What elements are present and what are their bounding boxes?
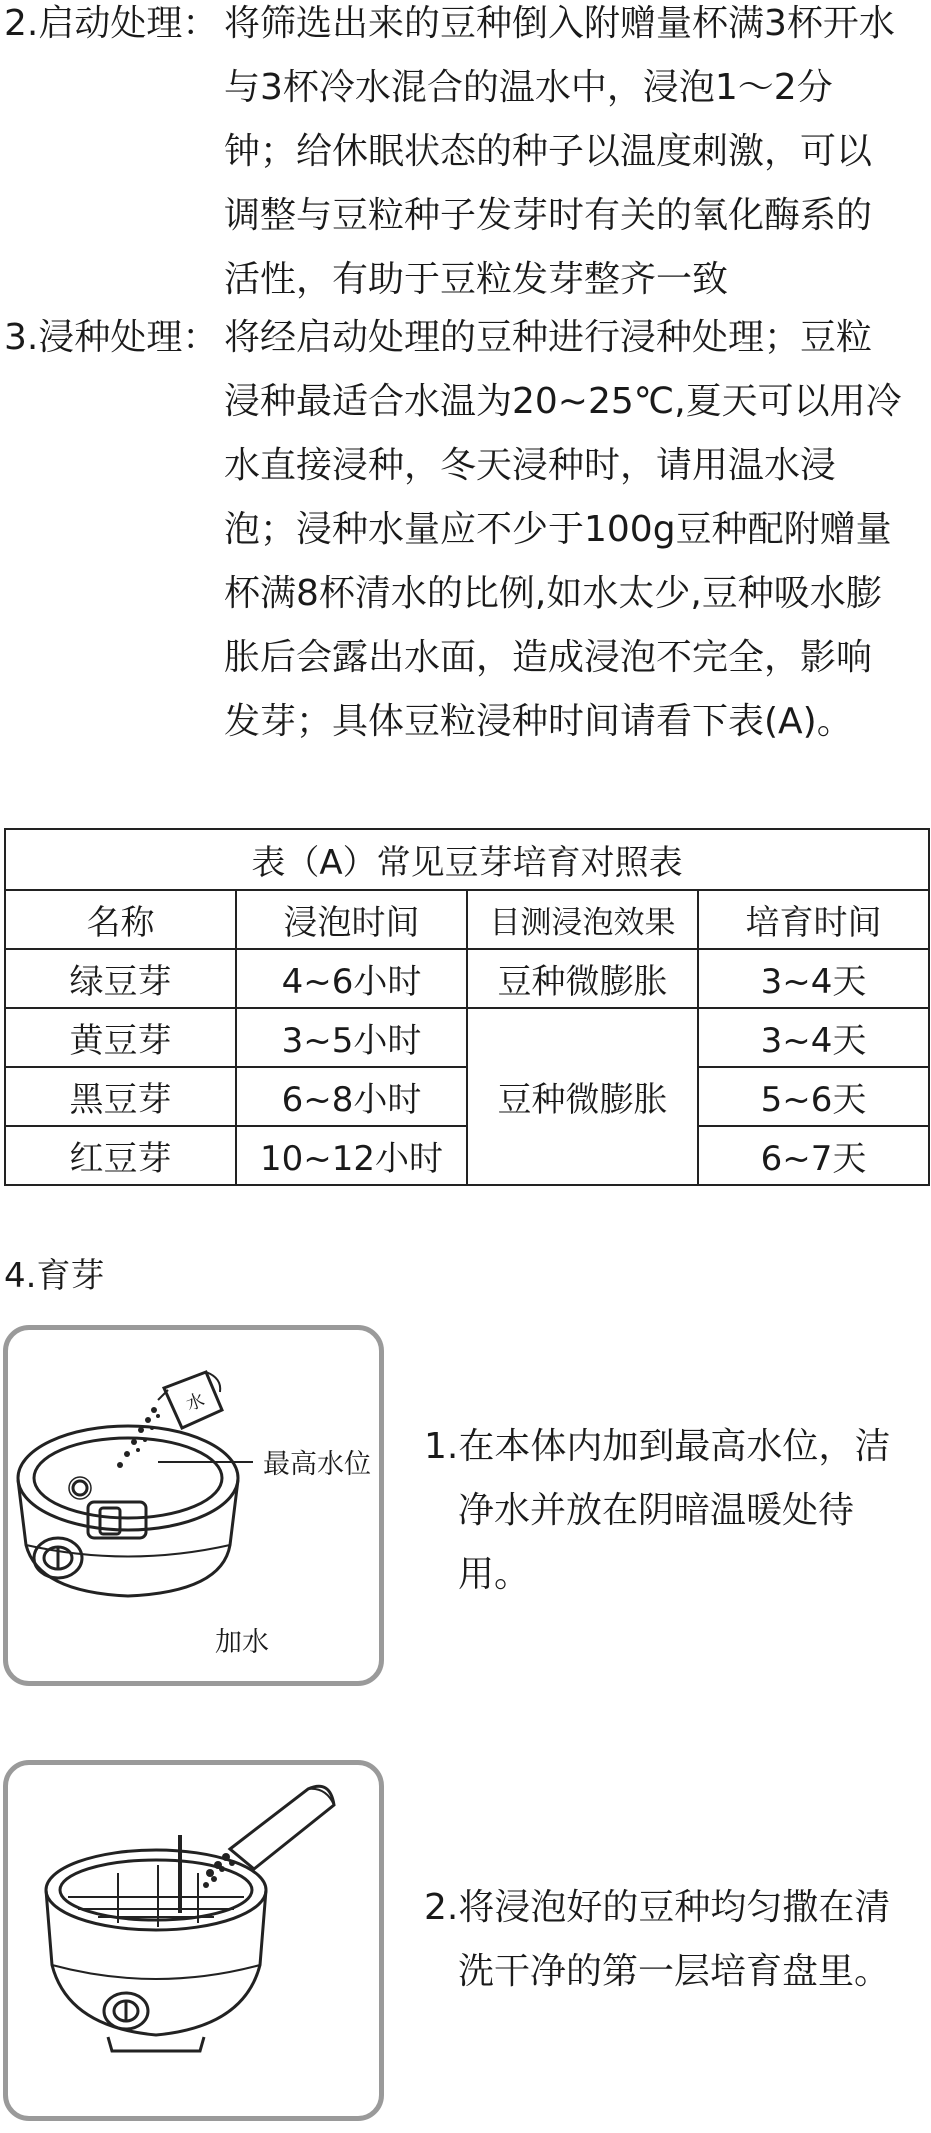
text-line: 1.在本体内加到最高水位，洁 — [424, 1426, 891, 1467]
text-line: 发芽；具体豆粒浸种时间请看下表(A)。 — [224, 701, 853, 742]
cup-label: 水 — [183, 1389, 208, 1416]
table-caption: 表（A）常见豆芽培育对照表 — [5, 829, 929, 890]
text-line: 与3杯冷水混合的温水中，浸泡1～2分 — [224, 67, 833, 108]
table-header-row — [5, 890, 929, 949]
column-header: 名称 — [5, 890, 236, 949]
cell-grow: 6~7天 — [698, 1126, 929, 1185]
cell-grow: 3~4天 — [698, 949, 929, 1008]
text-line: 泡；浸种水量应不少于100g豆种配附赠量 — [224, 509, 892, 550]
text-line: 浸种最适合水温为20~25℃,夏天可以用冷 — [224, 381, 902, 422]
text-line: 钟；给休眠状态的种子以温度刺激，可以 — [224, 131, 873, 172]
cell-soak: 3~5小时 — [236, 1008, 467, 1067]
cell-grow: 5~6天 — [698, 1067, 929, 1126]
text-line: 用。 — [458, 1554, 531, 1595]
table-row — [5, 949, 929, 1008]
text-line: 洗干净的第一层培育盘里。 — [458, 1951, 891, 1992]
text-line: 杯满8杯清水的比例,如水太少,豆种吸水膨 — [224, 573, 882, 614]
step-1-text — [424, 1415, 924, 1615]
section-soaking-treatment — [0, 306, 931, 766]
cell-soak: 6~8小时 — [236, 1067, 467, 1126]
table-row — [5, 1008, 929, 1067]
text-line: 活性，有助于豆粒发芽整齐一致 — [224, 259, 729, 300]
figure-spread-beans — [3, 1760, 384, 2121]
section-label: 2.启动处理： — [4, 3, 219, 44]
sprouter-add-water-illustration — [8, 1330, 379, 1681]
text-line: 将经启动处理的豆种进行浸种处理；豆粒 — [224, 317, 873, 358]
section-title-germination: 4.育芽 — [4, 1256, 105, 1296]
cell-effect-merged: 豆种微膨胀 — [467, 1008, 698, 1185]
section-start-treatment — [0, 0, 931, 322]
text-line: 水直接浸种，冬天浸种时，请用温水浸 — [224, 445, 837, 486]
text-line: 净水并放在阴暗温暖处待 — [458, 1490, 855, 1531]
text-line: 胀后会露出水面，造成浸泡不完全，影响 — [224, 637, 873, 678]
text-line: 调整与豆粒种子发芽时有关的氧化酶系的 — [224, 195, 873, 236]
text-line: 将筛选出来的豆种倒入附赠量杯满3杯开水 — [224, 3, 895, 44]
cell-name: 黄豆芽 — [5, 1008, 236, 1067]
cell-name: 红豆芽 — [5, 1126, 236, 1185]
sprouter-tray-illustration — [8, 1765, 379, 2116]
cell-soak: 4~6小时 — [236, 949, 467, 1008]
figure-add-water — [3, 1325, 384, 1686]
label-add-water: 加水 — [215, 1627, 269, 1658]
step-2-text — [424, 1876, 924, 2016]
column-header: 培育时间 — [698, 890, 929, 949]
cell-name: 绿豆芽 — [5, 949, 236, 1008]
column-header: 浸泡时间 — [236, 890, 467, 949]
sprout-comparison-table — [4, 828, 930, 1186]
text-line: 2.将浸泡好的豆种均匀撒在清 — [424, 1887, 891, 1928]
cell-soak: 10~12小时 — [236, 1126, 467, 1185]
section-label: 3.浸种处理： — [4, 317, 219, 358]
cell-effect: 豆种微膨胀 — [467, 949, 698, 1008]
column-header: 目测浸泡效果 — [467, 890, 698, 949]
cell-grow: 3~4天 — [698, 1008, 929, 1067]
label-max-water-level: 最高水位 — [263, 1449, 371, 1480]
cell-name: 黑豆芽 — [5, 1067, 236, 1126]
